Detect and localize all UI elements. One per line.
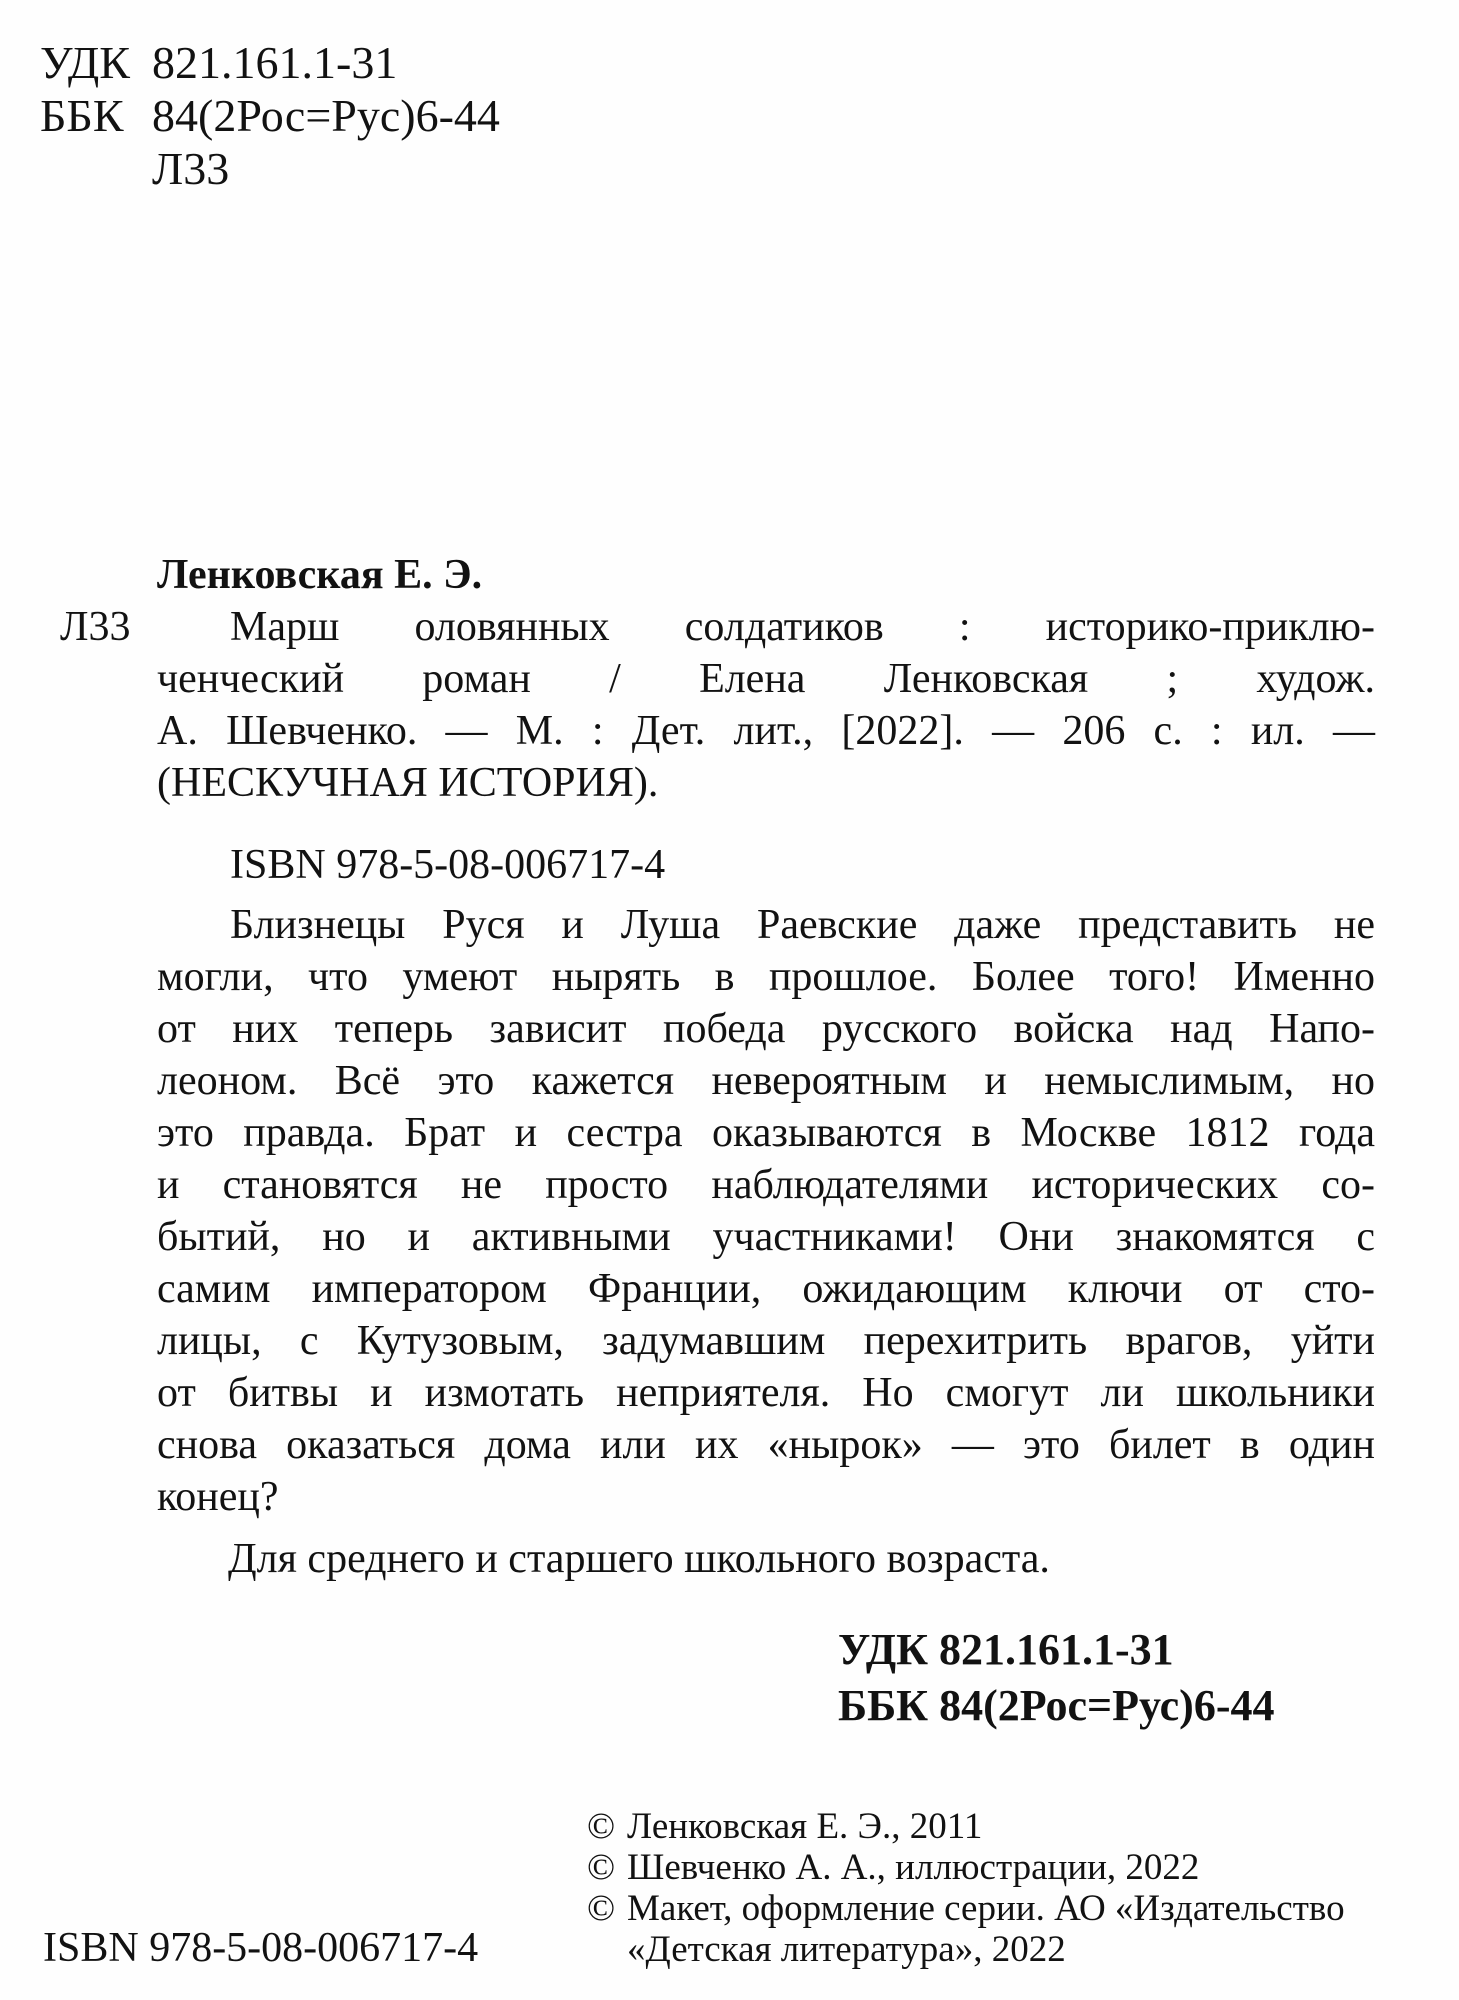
copyright-text: Ленковская Е. Э., 2011 (627, 1806, 983, 1847)
catalog-entry (60, 549, 1375, 1585)
annotation-line: Близнецы Руся и Луша Раевские даже представить не (230, 902, 1375, 948)
annotation-line: леоном. Всё это кажется невероятным и немыслимым, но (157, 1058, 1375, 1104)
copyright-text-line: Макет, оформление серии. АО «Издательство (627, 1888, 1345, 1929)
annotation-line: лицы, с Кутузовым, задумавшим перехитрить врагов, уйти (157, 1318, 1375, 1364)
udk-line (40, 36, 500, 89)
copyright-text-line: «Детская литература», 2022 (627, 1929, 1066, 1970)
audience-note: Для среднего и старшего школьного возраста. (228, 1536, 1050, 1582)
annotation-line: конец? (157, 1474, 279, 1520)
annotation-line: и становятся не просто наблюдателями исторических со- (157, 1162, 1375, 1208)
copyright-row (587, 1847, 1345, 1888)
annotation-line: самим императором Франции, ожидающим ключи от сто- (157, 1266, 1375, 1312)
annotation-paragraph (157, 899, 1375, 1523)
footer-classification-block (838, 1622, 1274, 1734)
margin-author-code: Л33 (60, 604, 131, 650)
bbk-label: ББК (40, 90, 124, 141)
annotation-line: снова оказаться дома или их «нырок» — это билет в один (157, 1422, 1375, 1468)
description-line: (НЕСКУЧНАЯ ИСТОРИЯ). (157, 760, 659, 806)
copyright-row (587, 1806, 1345, 1847)
annotation-line: от битвы и измотать неприятеля. Но смогут ли школьники (157, 1370, 1375, 1416)
annotation-line: могли, что умеют нырять в прошлое. Более того! Именно (157, 954, 1375, 1000)
isbn-entry: ISBN 978-5-08-006717-4 (230, 842, 666, 888)
description-line: А. Шевченко. — М. : Дет. лит., [2022]. — 206 с. : ил. — (157, 708, 1375, 754)
copyright-symbol: © (587, 1888, 616, 1929)
description-line: ченческий роман / Елена Ленковская ; худож. (157, 656, 1375, 702)
copyright-symbol: © (587, 1806, 616, 1847)
author-code: Л33 (152, 143, 230, 194)
description-line: Марш оловянных солдатиков : историко-приклю- (230, 604, 1375, 650)
udk-value: 821.161.1-31 (152, 37, 398, 88)
top-classification-block (40, 36, 500, 195)
copyright-symbol: © (587, 1847, 616, 1888)
copyright-text (627, 1888, 1345, 1970)
copyright-text: Шевченко А. А., иллюстрации, 2022 (627, 1847, 1200, 1888)
footer-udk: УДК 821.161.1-31 (838, 1625, 1174, 1674)
copyright-block (587, 1806, 1345, 1970)
annotation-line: бытий, но и активными участниками! Они знакомятся с (157, 1214, 1375, 1260)
annotation-line: от них теперь зависит победа русского войска над Напо- (157, 1006, 1375, 1052)
udk-label: УДК (40, 37, 130, 88)
bbk-line (40, 89, 500, 142)
author-heading: Ленковская Е. Э. (157, 552, 483, 598)
footer-bbk: ББК 84(2Рос=Рус)6-44 (838, 1681, 1275, 1730)
description-block (157, 601, 1375, 809)
annotation-line: это правда. Брат и сестра оказываются в Москве 1812 года (157, 1110, 1375, 1156)
isbn-bottom: ISBN 978-5-08-006717-4 (43, 1925, 479, 1971)
bbk-value: 84(2Рос=Рус)6-44 (152, 90, 500, 141)
copyright-row (587, 1888, 1345, 1970)
